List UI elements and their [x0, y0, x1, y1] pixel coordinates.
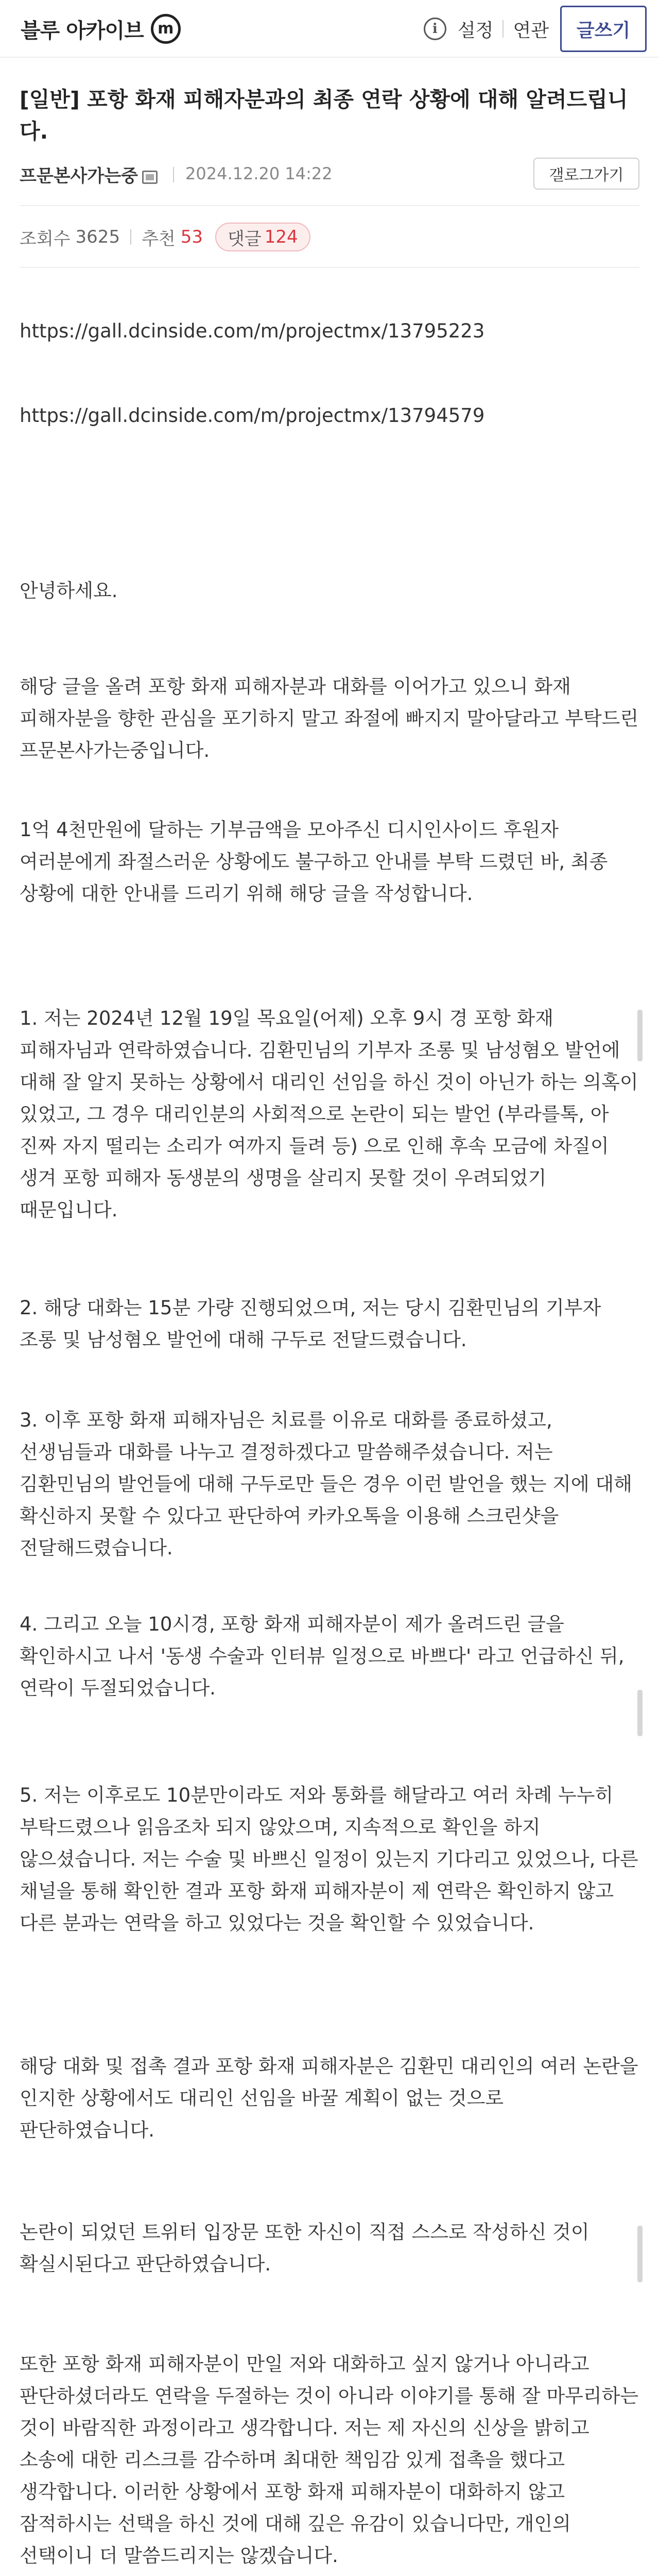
top-header	[0, 0, 659, 58]
info-icon[interactable]: i	[424, 18, 446, 40]
body-paragraph: 해당 글을 올려 포항 화재 피해자분과 대화를 이어가고 있으니 화재 피해자분을 향한 관심을 포기하지 말고 좌절에 빠지지 말아달라고 부탁드린 프문본사가는중입니다.	[20, 675, 639, 761]
author-name[interactable]	[20, 162, 158, 187]
post-stats	[20, 222, 310, 252]
fixed-nick-icon	[142, 171, 158, 184]
body-link-2[interactable]: https://gall.dcinside.com/m/projectmx/13794579	[20, 404, 485, 427]
body-paragraph: 2. 해당 대화는 15분 가량 진행되었으며, 저는 당시 김환민님의 기부자 조롱 및 남성혐오 발언에 대해 구두로 전달드렸습니다.	[20, 1297, 601, 1351]
scroll-indicator	[637, 2226, 643, 2282]
post-title: [일반] 포항 화재 피해자분과의 최종 연락 상황에 대해 알려드립니다.	[20, 87, 628, 144]
meta-divider	[173, 167, 174, 182]
comments-button[interactable]	[215, 223, 310, 251]
body-paragraph: 1. 저는 2024년 12월 19일 목요일(어제) 오후 9시 경 포항 화재 피해자님과 연락하였습니다. 김환민님의 기부자 조롱 및 남성혐오 발언에 대해 잘 알지 못하는 상황에서 대리인 선임을 하신 것이 아닌가 하는 의혹이 있었고, 그 경우 대리인분의 사회적으로 논란이 되는 발언 (부라를톡, 아 진짜 자지 떨리는 소리가 여까지 들려 등) 으로 인해 후속 모금에 차질이 생겨 포항 피해자 동생분의 생명을 살리지 못할 것이 우려되었기 때문입니다.	[20, 1007, 638, 1221]
body-paragraph: 해당 대화 및 접촉 결과 포항 화재 피해자분은 김환민 대리인의 여러 논란을 인지한 상황에서도 대리인 선임을 바꿀 계획이 없는 것으로 판단하였습니다.	[20, 2055, 638, 2141]
post-meta	[20, 158, 639, 191]
related-link[interactable]: 연관	[513, 20, 549, 41]
comments-label: 댓글	[228, 228, 262, 249]
post-date: 2024.12.20 14:22	[185, 164, 333, 183]
divider	[20, 267, 639, 268]
stats-divider	[130, 229, 131, 245]
views-count: 3625	[75, 227, 120, 247]
scroll-indicator	[637, 1010, 643, 1061]
header-actions	[424, 7, 647, 50]
body-paragraph: 4. 그리고 오늘 10시경, 포항 화재 피해자분이 제가 올려드린 글을 확인하시고 나서 '동생 수술과 인터뷰 일정으로 바쁘다' 라고 언급하신 뒤, 연락이 두절되었습니다.	[20, 1613, 625, 1699]
body-paragraph: 논란이 되었던 트위터 입장문 또한 자신이 직접 스스로 작성하신 것이 확실시된다고 판단하였습니다.	[20, 2221, 589, 2275]
gallog-button[interactable]: 갤로그가기	[533, 158, 639, 190]
recommend-label: 추천	[142, 228, 176, 249]
body-link-1[interactable]: https://gall.dcinside.com/m/projectmx/13795223	[20, 320, 485, 342]
body-paragraph: 또한 포항 화재 피해자분이 만일 저와 대화하고 싶지 않거나 아니라고 판단하셨더라도 연락을 두절하는 것이 아니라 이야기를 통해 잘 마무리하는 것이 바람직한 과정이라고 생각합니다. 저는 제 자신의 신상을 밝히고 소송에 대한 리스크를 감수하며 최대한 책임감 있게 접촉을 했다고 생각합니다. 이러한 상황에서 포항 화재 피해자분이 대화하지 않고 잠적하시는 선택을 하신 것에 대해 깊은 유감이 있습니다만, 개인의 선택이니 더 말씀드리지는 않겠습니다.	[20, 2353, 639, 2567]
gallery-logo[interactable]	[21, 12, 181, 45]
minor-gallery-mark-icon: m	[151, 14, 181, 44]
body-paragraph: 3. 이후 포항 화재 피해자님은 치료를 이유로 대화를 종료하셨고, 선생님들과 대화를 나누고 결정하겠다고 말씀해주셨습니다. 저는 김환민님의 발언들에 대해 구두로만 들은 경우 이런 발언을 했는 지에 대해 확신하지 못할 수 있다고 판단하여 카카오톡을 이용해 스크린샷을 전달해드렸습니다.	[20, 1409, 632, 1559]
scroll-indicator	[637, 1690, 643, 1736]
settings-link[interactable]: 설정	[457, 20, 494, 41]
recommend-count: 53	[180, 227, 203, 247]
body-paragraph: 안녕하세요.	[20, 580, 118, 602]
author-name-text: 프문본사가는중	[20, 166, 138, 187]
views-label: 조회수	[20, 228, 71, 249]
body-paragraph: 1억 4천만원에 달하는 기부금액을 모아주신 디시인사이드 후원자 여러분에게 좌절스러운 상황에도 불구하고 안내를 부탁 드렸던 바, 최종 상황에 대한 안내를 드리기 위해 해당 글을 작성합니다.	[20, 819, 608, 905]
divider	[20, 205, 639, 206]
write-button[interactable]: 글쓰기	[560, 6, 647, 52]
logo-text: 블루 아카이브	[21, 19, 144, 43]
body-paragraph: 5. 저는 이후로도 10분만이라도 저와 통화를 해달라고 여러 차례 누누히 부탁드렸으나 읽음조차 되지 않았으며, 지속적으로 확인을 하지 않으셨습니다. 저는 수술 및 바쁘신 일정이 있는지 기다리고 있었으나, 다른 채널을 통해 확인한 결과 포항 화재 피해자분이 제 연락은 확인하지 않고 다른 분과는 연락을 하고 있었다는 것을 확인할 수 있었습니다.	[20, 1784, 638, 1934]
comments-count: 124	[264, 227, 298, 247]
header-divider	[502, 20, 504, 38]
